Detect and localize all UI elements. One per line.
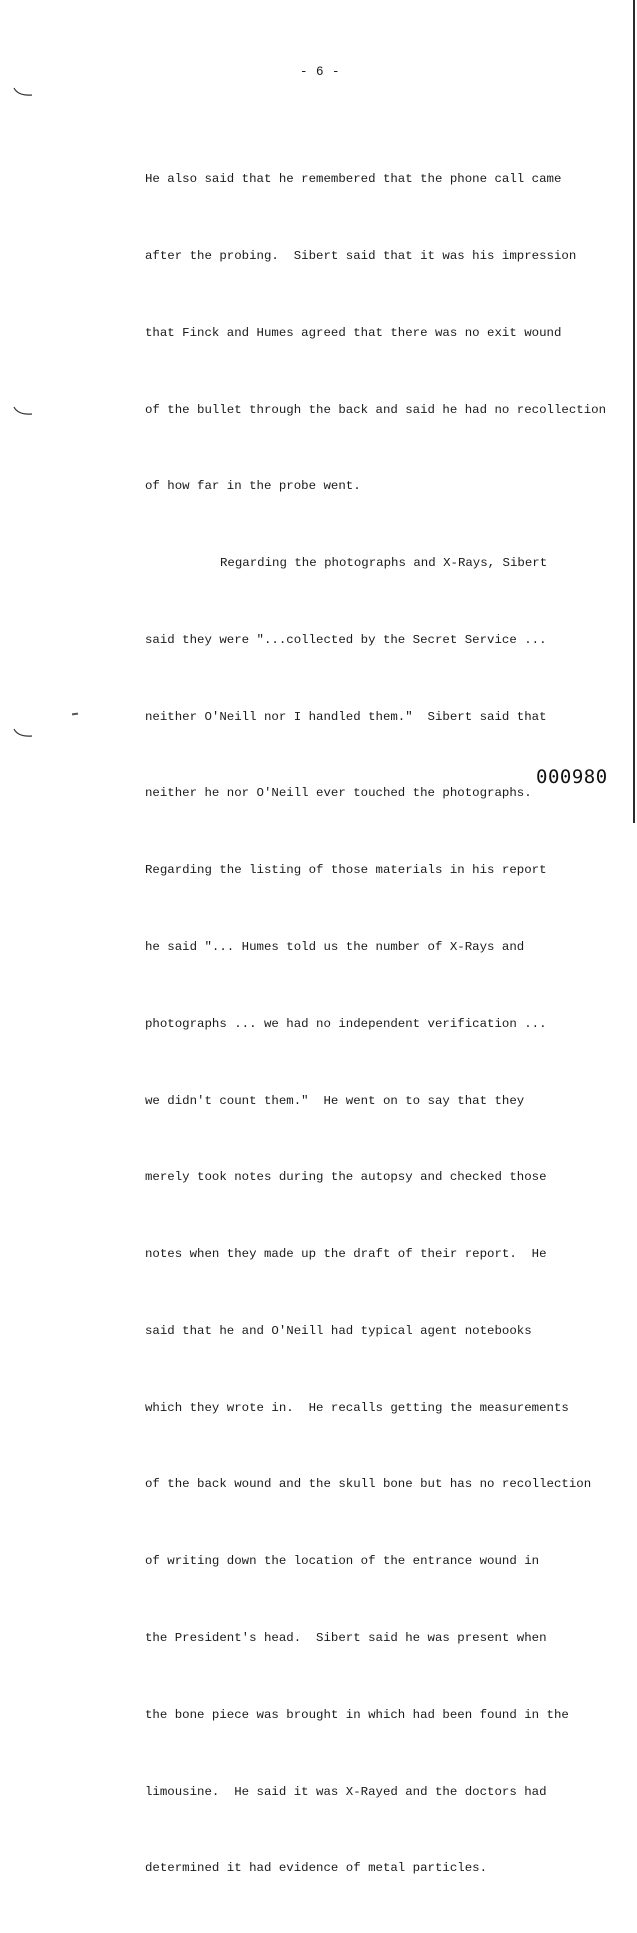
page-number: - 6 - <box>299 65 340 79</box>
text-line: of how far in the probe went. <box>145 479 361 494</box>
text-line: said they were "...collected by the Secret Service ... <box>145 632 547 647</box>
text-line: He also said that he remembered that the phone call came <box>145 172 562 187</box>
body-text <box>145 116 615 1933</box>
text-line: neither he nor O'Neill ever touched the photographs. <box>145 786 532 801</box>
text-line: Regarding the listing of those materials in his report <box>145 863 547 878</box>
text-line: that Finck and Humes agreed that there was no exit wound <box>145 325 562 340</box>
text-line: limousine. He said it was X-Rayed and the doctors had <box>145 1784 547 1799</box>
text-line: of the bullet through the back and said he had no recollection <box>145 402 607 417</box>
text-line: which they wrote in. He recalls getting the measurements <box>145 1400 569 1415</box>
text-line: after the probing. Sibert said that it was his impression <box>145 248 577 263</box>
text-line: of writing down the location of the entrance wound in <box>145 1554 540 1569</box>
text-line: determined it had evidence of metal particles. <box>145 1861 488 1876</box>
text-line: said that he and O'Neill had typical agent notebooks <box>145 1323 532 1338</box>
text-line: photographs ... we had no independent verification ... <box>145 1016 547 1031</box>
text-line-indented: Regarding the photographs and X-Rays, Sibert <box>220 556 548 571</box>
binder-hole-mark-bottom <box>12 727 34 739</box>
binder-hole-mark-middle <box>12 405 34 417</box>
text-line: the bone piece was brought in which had been found in the <box>145 1707 569 1722</box>
text-line: we didn't count them." He went on to say that they <box>145 1093 525 1108</box>
page-edge-border <box>633 0 635 823</box>
scan-speck <box>72 713 78 716</box>
text-line: of the back wound and the skull bone but has no recollection <box>145 1477 592 1492</box>
text-line: merely took notes during the autopsy and checked those <box>145 1170 547 1185</box>
text-line: notes when they made up the draft of their report. He <box>145 1247 547 1262</box>
binder-hole-mark-top <box>12 86 34 98</box>
text-line: the President's head. Sibert said he was present when <box>145 1631 547 1646</box>
text-line: neither O'Neill nor I handled them." Sibert said that <box>145 709 547 724</box>
text-line: he said "... Humes told us the number of X-Rays and <box>145 940 525 954</box>
document-control-number: 000980 <box>536 766 608 788</box>
